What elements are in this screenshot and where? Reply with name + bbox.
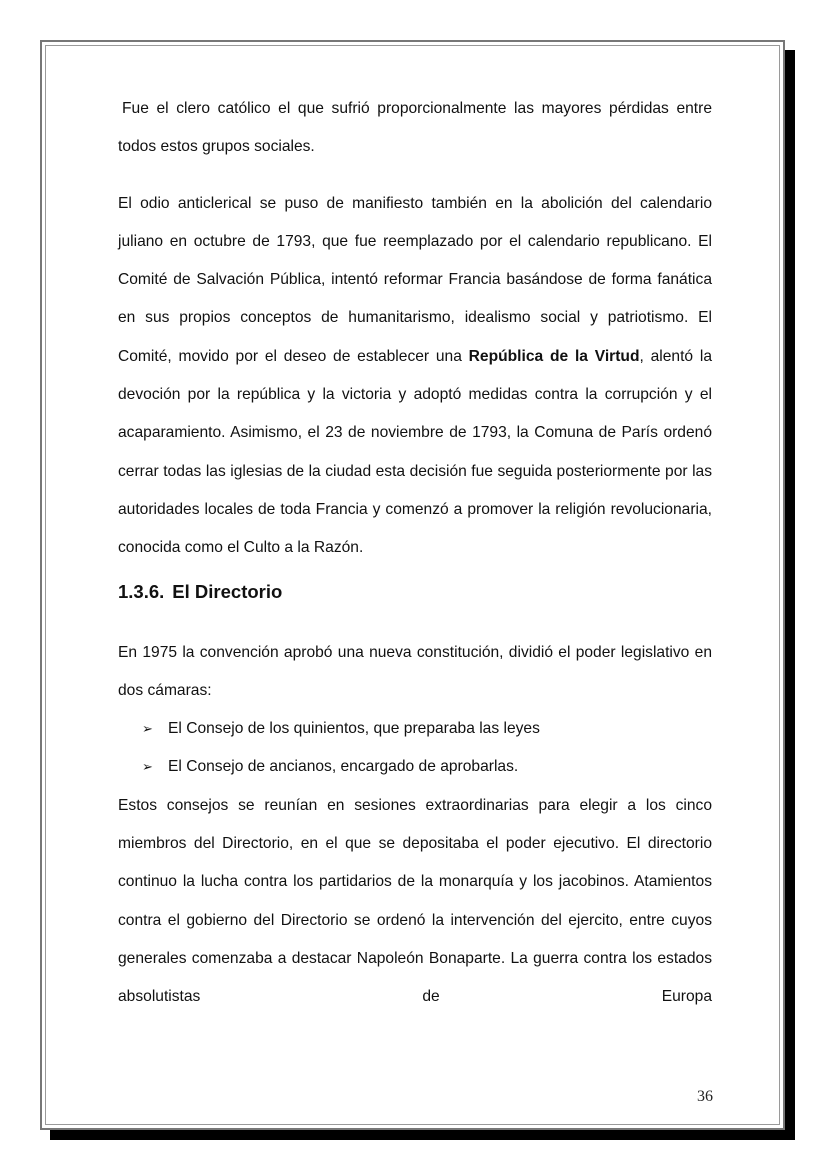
document-page: [40, 40, 785, 1130]
chambers-list: [118, 710, 712, 787]
page-content: [118, 90, 712, 1017]
paragraph-anticlerical: [118, 185, 712, 568]
paragraph-directory-text: Estos consejos se reunían en sesiones extraordinarias para elegir a los cinco miembros del Directorio, en el que se depositaba el poder ejecutivo. El directorio continuo la lucha contra los partidarios de la monarquía y los jacobinos. Atamientos contra el gobierno del Directorio se ordenó la intervención del ejercito, entre cuyos generales comenzaba a destacar Napoleón Bonaparte. La guerra contra los estados absolutistas de Europa: [118, 796, 712, 1006]
section-number: 1.3.6.: [118, 580, 165, 602]
list-item: [118, 710, 712, 748]
page-number: 36: [697, 1088, 713, 1105]
paragraph-constitution: [118, 634, 712, 711]
republic-of-virtue-bold: República de la Virtud: [468, 347, 640, 365]
section-title: El Directorio: [172, 580, 283, 602]
paragraph-clergy-text: Fue el clero católico el que sufrió proporcionalmente las mayores pérdidas entre todos estos grupos sociales.: [118, 100, 712, 156]
paragraph-clergy: [118, 90, 712, 167]
arrow-bullet-icon: ➢: [142, 721, 153, 737]
paragraph-directory: [118, 787, 712, 1017]
section-heading: [118, 580, 712, 604]
paragraph-constitution-text: En 1975 la convención aprobó una nueva constitución, dividió el poder legislativo en dos cámaras:: [118, 643, 712, 699]
paragraph-anticlerical-text-a: El odio anticlerical se puso de manifiesto también en la abolición del calendario juliano en octubre de 1793, que fue reemplazado por el calendario republicano. El Comité de Salvación Pública, intentó reformar Francia basándose de forma fanática en sus propios conceptos de humanitarismo, idealismo social y patriotismo. El Comité, movido por el deseo de establecer una: [118, 194, 712, 365]
arrow-bullet-icon: ➢: [142, 759, 153, 775]
list-item: [118, 748, 712, 786]
list-item-text: El Consejo de los quinientos, que preparaba las leyes: [168, 720, 540, 738]
list-item-text: El Consejo de ancianos, encargado de aprobarlas.: [168, 758, 519, 776]
paragraph-anticlerical-text-b: , alentó la devoción por la república y la victoria y adoptó medidas contra la corrupción y el acaparamiento. Asimismo, el 23 de noviembre de 1793, la Comuna de París ordenó cerrar todas las iglesias de la ciudad esta decisión fue seguida posteriormente por las autoridades locales de toda Francia y comenzó a promover la religión revolucionaria, conocida como el Culto a la Razón.: [118, 347, 713, 557]
